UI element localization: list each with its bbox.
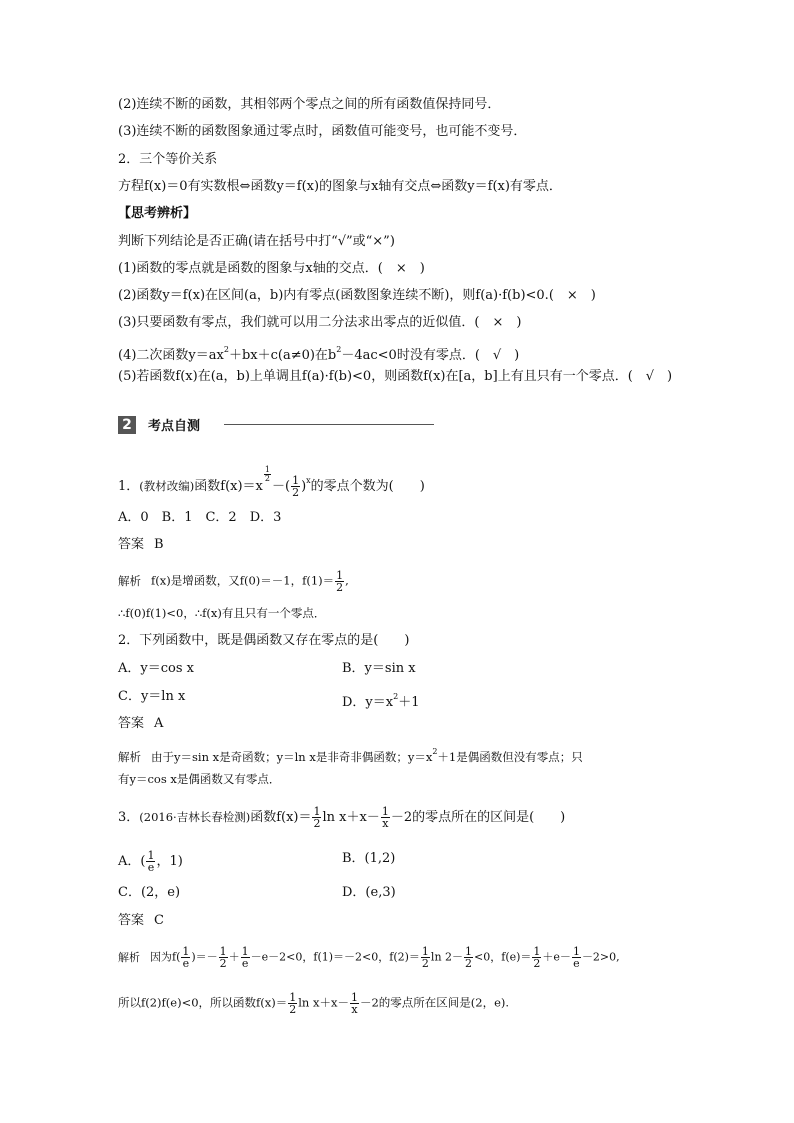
q2-option-b: B．y＝sin x bbox=[342, 661, 416, 676]
q2-answer bbox=[118, 715, 163, 733]
q3-option-a bbox=[118, 849, 183, 874]
section-rule bbox=[224, 424, 434, 425]
q3-an1-f4n: 1 bbox=[421, 945, 429, 958]
intro-item-2: (2)连续不断的函数，其相邻两个零点之间的所有函数值保持同号． bbox=[118, 97, 501, 112]
think-item-5: (5)若函数f(x)在(a，b)上单调且f(a)·f(b)<0，则函数f(x)在[a，b]上有且只有一个零点．( √ ) bbox=[118, 369, 673, 384]
q1-fraction bbox=[291, 475, 300, 498]
q3-options-row2 bbox=[118, 884, 396, 902]
q2-answer-value: A bbox=[154, 716, 164, 731]
q2-analysis-line2: 有y＝cos x是偶函数又有零点． bbox=[118, 772, 281, 786]
q3-an1-frac7 bbox=[572, 946, 581, 969]
q1-analysis-label: 解析 bbox=[118, 573, 141, 588]
q3-stem bbox=[118, 806, 565, 829]
intro-item-3: (3)连续不断的函数图象通过零点时，函数值可能变号，也可能不变号． bbox=[118, 124, 527, 139]
q3-analysis bbox=[118, 946, 620, 969]
q3-an1-f5n: 1 bbox=[465, 945, 473, 958]
q1-analysis bbox=[118, 570, 349, 593]
q3-an2-f1n: 1 bbox=[289, 991, 297, 1004]
q3-f1-n: 1 bbox=[313, 805, 321, 818]
think-item-4-c: －4ac<0时没有零点．( √ ) bbox=[341, 348, 520, 363]
q3-option-d: D．(e,3) bbox=[342, 885, 396, 900]
q2-option-d-a: D．y＝x bbox=[342, 695, 394, 710]
q3-an1-frac5 bbox=[464, 946, 473, 969]
q2-option-d-sup: 2 bbox=[393, 692, 399, 701]
q2-options-row1 bbox=[118, 660, 416, 678]
q3-answer-label: 答案 bbox=[118, 913, 145, 928]
q1-exp2: x bbox=[306, 476, 311, 485]
q3-an2-f2n: 1 bbox=[350, 991, 358, 1004]
q3-answer bbox=[118, 912, 164, 930]
think-item-2: (2)函数y＝f(x)在区间(a，b)内有零点(函数图象连续不断)，则f(a)·f(b)<0.( × ) bbox=[118, 288, 596, 303]
q2-analysis-sup: 2 bbox=[432, 747, 438, 756]
think-instruction: 判断下列结论是否正确(请在括号中打“√”或“×”) bbox=[118, 234, 395, 249]
q1-source: (教材改编) bbox=[139, 479, 195, 493]
q3-an2-a: 所以f(2)f(e)<0，所以函数f(x)＝ bbox=[118, 995, 288, 1010]
q3-prefix: 3． bbox=[118, 810, 140, 825]
q3-an1-f2n: 1 bbox=[219, 945, 227, 958]
q3-an1-frac1 bbox=[181, 946, 190, 969]
q1-analysis-line2: ∴f(0)f(1)<0，∴f(x)有且只有一个零点． bbox=[118, 606, 326, 620]
q1-an-frac-d: 2 bbox=[336, 581, 344, 594]
q3-an1-frac6 bbox=[532, 946, 541, 969]
section-title: 考点自测 bbox=[148, 419, 201, 434]
q3-stem-c: －2的零点所在的区间是( ) bbox=[390, 810, 566, 825]
q3-an1-e: ln 2－ bbox=[430, 950, 464, 964]
q1-stem-d: 的零点个数为( ) bbox=[310, 479, 425, 494]
q3-an1-c: ＋ bbox=[228, 950, 240, 964]
q1-answer-value: B bbox=[154, 537, 164, 552]
q3-source: (2016·吉林长春检测) bbox=[139, 810, 251, 824]
q1-analysis-b: , bbox=[345, 573, 349, 588]
q3-an1-f6d: 2 bbox=[533, 957, 541, 970]
q3-an1-g: ＋e－ bbox=[542, 950, 571, 964]
q3-options-row1 bbox=[118, 849, 396, 874]
q2-option-a: A．y＝cos x bbox=[118, 661, 194, 676]
q3-option-c: C．(2，e) bbox=[118, 885, 181, 900]
q3-f2-d: x bbox=[382, 817, 389, 830]
q3-an2-f1d: 2 bbox=[289, 1003, 297, 1016]
q3-an1-f6n: 1 bbox=[533, 945, 541, 958]
q3-an1-frac2 bbox=[219, 946, 228, 969]
q3-an1-frac3 bbox=[241, 946, 250, 969]
q3-optA-n: 1 bbox=[147, 849, 155, 862]
q1-exp-d: 2 bbox=[264, 474, 270, 483]
think-item-3: (3)只要函数有零点，我们就可以用二分法求出零点的近似值．( × ) bbox=[118, 315, 522, 330]
q2-answer-label: 答案 bbox=[118, 716, 145, 731]
q3-an1-f2d: 2 bbox=[219, 957, 227, 970]
q3-an1-f4d: 2 bbox=[421, 957, 429, 970]
q1-frac-d: 2 bbox=[292, 486, 300, 499]
q3-frac-1 bbox=[312, 806, 321, 829]
q2-analysis-b: ＋1是偶函数但没有零点；只 bbox=[437, 750, 583, 764]
intro-equivalence: 方程f(x)＝0有实数根⇔函数y＝f(x)的图象与x轴有交点⇔函数y＝f(x)有零点． bbox=[118, 179, 562, 194]
q3-analysis-line2 bbox=[118, 992, 509, 1015]
q2-analysis-a: 由于y＝sin x是奇函数；y＝ln x是非奇非偶函数；y＝x bbox=[151, 750, 433, 764]
q3-optA-d: e bbox=[147, 861, 155, 874]
q3-an1-f1d: e bbox=[182, 957, 190, 970]
q2-option-c: C．y＝ln x bbox=[118, 689, 186, 704]
q1-options: A．0 B．1 C．2 D．3 bbox=[118, 510, 282, 525]
q3-an1-f: <0，f(e)＝ bbox=[474, 950, 532, 964]
q1-prefix: 1． bbox=[118, 479, 140, 494]
q3-an1-b: )＝－ bbox=[191, 950, 218, 964]
q3-option-a-frac bbox=[146, 850, 155, 873]
q3-an2-frac2 bbox=[350, 992, 359, 1015]
q3-an1-f3n: 1 bbox=[241, 945, 249, 958]
q3-option-a-a: A．( bbox=[118, 854, 146, 869]
q3-analysis-label: 解析 bbox=[118, 950, 140, 964]
q3-an1-f7n: 1 bbox=[572, 945, 580, 958]
q2-options-row2 bbox=[118, 688, 420, 710]
q1-frac-n: 1 bbox=[292, 474, 300, 487]
q1-answer-label: 答案 bbox=[118, 537, 145, 552]
q3-frac-2 bbox=[381, 806, 390, 829]
q1-answer bbox=[118, 536, 164, 554]
think-item-1: (1)函数的零点就是函数的图象与x轴的交点．( × ) bbox=[118, 261, 425, 276]
q2-analysis bbox=[118, 743, 583, 766]
q2-option-d bbox=[342, 688, 419, 712]
q3-option-a-b: ，1) bbox=[156, 854, 183, 869]
q1-analysis-a: f(x)是增函数，又f(0)＝－1，f(1)＝ bbox=[151, 573, 335, 588]
q2-stem: 2．下列函数中，既是偶函数又存在零点的是( ) bbox=[118, 633, 410, 648]
q1-analysis-fraction bbox=[335, 570, 344, 593]
q3-an1-d: －e－2<0，f(1)＝－2<0，f(2)＝ bbox=[250, 950, 420, 964]
q1-stem-a: 函数f(x)＝x bbox=[194, 479, 263, 494]
section-number: 2 bbox=[118, 416, 136, 434]
q3-an1-f5d: 2 bbox=[465, 957, 473, 970]
q3-answer-value: C bbox=[154, 913, 164, 928]
q3-stem-b: ln x＋x－ bbox=[322, 810, 380, 825]
q3-an1-f3d: e bbox=[241, 957, 249, 970]
q1-stem-b: －( bbox=[271, 479, 291, 494]
q3-stem-a: 函数f(x)＝ bbox=[250, 810, 312, 825]
q3-an2-frac1 bbox=[288, 992, 297, 1015]
q3-an2-b: ln x＋x－ bbox=[298, 995, 349, 1010]
q1-exp-n: 1 bbox=[264, 465, 270, 474]
q2-option-d-b: ＋1 bbox=[398, 695, 420, 710]
section-header bbox=[118, 414, 434, 434]
q3-f1-d: 2 bbox=[313, 817, 321, 830]
q3-an1-frac4 bbox=[421, 946, 430, 969]
q3-an1-f7d: e bbox=[573, 957, 580, 970]
q3-an1-a: 因为f( bbox=[150, 950, 181, 964]
q3-an2-f2d: x bbox=[351, 1003, 358, 1016]
intro-heading: 2．三个等价关系 bbox=[118, 152, 218, 167]
q2-analysis-label: 解析 bbox=[118, 750, 141, 764]
q1-exponent bbox=[264, 466, 271, 483]
q3-an2-c: －2的零点所在区间是(2，e). bbox=[359, 995, 510, 1010]
q3-an1-h: －2>0, bbox=[581, 950, 620, 964]
think-item-4-b: ＋bx＋c(a≠0)在b bbox=[228, 348, 337, 363]
think-title: 【思考辨析】 bbox=[118, 206, 197, 221]
q3-f2-n: 1 bbox=[381, 805, 389, 818]
q3-an1-f1n: 1 bbox=[182, 945, 190, 958]
q1-stem bbox=[118, 466, 425, 498]
q1-stem-c: ) bbox=[301, 479, 307, 494]
q3-option-b: B．(1,2) bbox=[342, 851, 396, 866]
think-item-4-a: (4)二次函数y＝ax bbox=[118, 348, 224, 363]
think-item-4 bbox=[118, 341, 519, 365]
think-item-4-sup: 2 bbox=[223, 345, 229, 354]
q1-an-frac-n: 1 bbox=[336, 569, 344, 582]
think-item-4-sup2: 2 bbox=[336, 345, 342, 354]
